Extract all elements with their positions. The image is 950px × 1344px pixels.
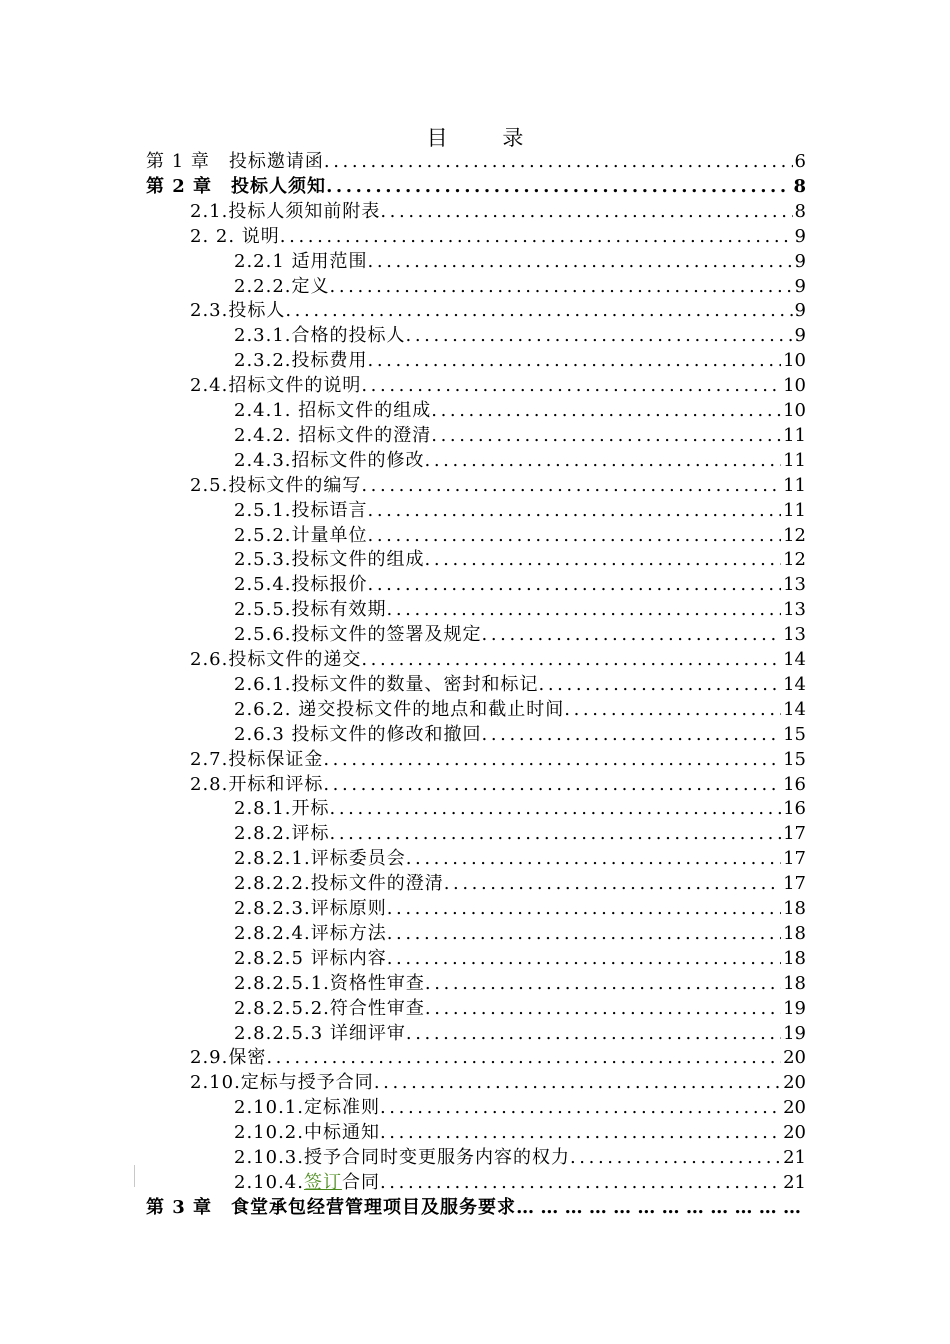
toc-page-number: 14	[783, 649, 806, 670]
toc-dot-leader	[387, 896, 781, 921]
toc-entry-chapter-3[interactable]	[146, 1195, 806, 1220]
toc-entry[interactable]	[234, 896, 806, 921]
toc-dot-leader	[361, 373, 781, 398]
toc-entry[interactable]	[190, 373, 806, 398]
toc-entry-title: 2.2.1 适用范围	[234, 250, 368, 272]
toc-entry-title: 2.8.1.开标	[234, 798, 330, 820]
toc-entry-title: 2.6.投标文件的递交	[190, 649, 362, 670]
toc-entry[interactable]	[234, 796, 806, 821]
toc-entry[interactable]	[234, 348, 806, 373]
toc-page-number: 21	[783, 1147, 806, 1168]
toc-entry-title: 2.9.保密	[190, 1047, 267, 1069]
toc-entry[interactable]	[234, 547, 806, 572]
toc-entry-title: 2.4.招标文件的说明	[190, 375, 362, 397]
toc-page-number: 19	[783, 1022, 806, 1044]
toc-dot-leader	[330, 274, 793, 299]
toc-dot-leader	[323, 772, 781, 797]
toc-page-number: 14	[783, 698, 806, 720]
toc-entry-title: 2.6.1.投标文件的数量、密封和标记	[234, 673, 539, 695]
toc-page-number: 20	[783, 1072, 806, 1094]
toc-page-number: 12	[783, 549, 806, 571]
toc-page-number: 20	[783, 1122, 806, 1144]
toc-entry-title: 2.6.3 投标文件的修改和撤回	[234, 723, 482, 745]
toc-dot-leader	[406, 323, 793, 348]
toc-page-number: 18	[783, 898, 806, 919]
toc-entry[interactable]	[190, 473, 806, 498]
toc-entry-title: 2.10.定标与授予合同	[190, 1072, 374, 1094]
toc-page-number: 21	[783, 1171, 806, 1193]
toc-entry[interactable]	[234, 274, 806, 299]
toc-dot-leader	[387, 946, 781, 971]
toc-page-number: 9	[794, 325, 806, 347]
toc-entry[interactable]	[234, 323, 806, 348]
toc-page-number: 12	[783, 524, 806, 546]
toc-page-number: 9	[794, 225, 806, 247]
toc-entry-title: 2.5.5.投标有效期	[234, 599, 387, 621]
toc-page-number: 13	[783, 624, 806, 646]
toc-entry-title: 2.10.1.定标准则	[234, 1097, 380, 1119]
toc-entry-title: 2.7.投标保证金	[190, 748, 324, 770]
toc-entry[interactable]	[234, 572, 806, 597]
toc-entry-title-suffix: 合同	[341, 1171, 380, 1193]
toc-dot-leader	[285, 298, 792, 323]
toc-dot-leader	[330, 821, 782, 846]
toc-dot-leader	[431, 423, 781, 448]
toc-page-number: 11	[783, 424, 806, 446]
toc-entry-title: 2.8.开标和评标	[190, 773, 324, 795]
toc-entry-title: 第 1 章 投标邀请函	[146, 151, 324, 172]
toc-entry[interactable]	[146, 149, 806, 174]
toc-dot-leader	[425, 547, 782, 572]
toc-entry[interactable]	[234, 1170, 806, 1195]
toc-entry[interactable]	[234, 722, 806, 747]
toc-page-number: 16	[783, 798, 806, 820]
toc-page-number: 9	[794, 275, 806, 297]
toc-entry[interactable]	[234, 1145, 806, 1170]
toc-page-number: 9	[794, 300, 806, 322]
toc-entry-title: 2.1.投标人须知前附表	[190, 200, 381, 222]
toc-dot-leader	[482, 622, 782, 647]
toc-entry[interactable]	[190, 772, 806, 797]
toc-page-number: 18	[783, 922, 806, 944]
toc-page-number: 20	[783, 1047, 806, 1069]
toc-entry[interactable]	[190, 224, 806, 249]
toc-entry[interactable]	[234, 821, 806, 846]
toc-entry-title: 2.5.1.投标语言	[234, 499, 368, 521]
toc-entry-title: 2.10.2.中标通知	[234, 1122, 380, 1144]
toc-entry-title: 第 3 章 食堂承包经营管理项目及服务要求	[146, 1197, 517, 1219]
toc-dot-leader	[425, 996, 781, 1021]
toc-entry[interactable]	[234, 1021, 806, 1046]
toc-dot-leader	[425, 971, 781, 996]
toc-entry[interactable]	[234, 597, 806, 622]
toc-dot-leader	[361, 647, 781, 672]
toc-page-number: 15	[783, 723, 806, 745]
toc-entry[interactable]	[190, 1070, 806, 1095]
toc-page-number: 6	[794, 151, 806, 172]
toc-entry-title: 2.8.2.3.评标原则	[234, 898, 387, 919]
toc-page-number: 17	[783, 873, 806, 895]
toc-entry[interactable]	[190, 199, 806, 224]
toc-entry[interactable]	[234, 921, 806, 946]
toc-entry-title: 2.6.2. 递交投标文件的地点和截止时间	[234, 698, 565, 720]
toc-entry-title: 2.3.投标人	[190, 300, 286, 322]
toc-dot-leader	[323, 747, 781, 772]
toc-dot-leader	[406, 1021, 781, 1046]
toc-entry-title: 2.4.1. 招标文件的组成	[234, 400, 432, 421]
toc-entry[interactable]	[234, 846, 806, 871]
toc-entry-title-prefix: 2.10.4.	[234, 1171, 304, 1193]
toc-dot-leader	[368, 498, 782, 523]
toc-page-number: 17	[783, 823, 806, 845]
toc-entry[interactable]	[234, 672, 806, 697]
toc-entry-title: 2.5.投标文件的编写	[190, 474, 362, 496]
toc-entry-title: 2.8.2.4.评标方法	[234, 922, 387, 944]
toc-dot-leader	[380, 1120, 781, 1145]
toc-page-number: 10	[783, 350, 806, 372]
toc-dot-leader	[326, 174, 791, 199]
toc-page-number: 14	[783, 673, 806, 695]
toc-entry[interactable]	[234, 398, 806, 423]
toc-dot-leader	[324, 149, 793, 174]
toc-entry[interactable]	[190, 647, 806, 672]
toc-entry-title: 2.8.2.评标	[234, 823, 330, 845]
toc-entry-title: 2.8.2.5.1.资格性审查	[234, 972, 425, 994]
toc-entry[interactable]	[234, 871, 806, 896]
toc-entry-title: 2.8.2.5.3 详细评审	[234, 1022, 406, 1044]
toc-entry-title: 2.8.2.2.投标文件的澄清	[234, 873, 444, 895]
toc-entry-title: 2.5.6.投标文件的签署及规定	[234, 624, 482, 646]
toc-page-number: 13	[783, 599, 806, 621]
toc-entry-title: 2.2.2.定义	[234, 275, 330, 297]
toc-dot-leader	[266, 1045, 781, 1070]
toc-entry-title-highlight: 签订	[303, 1171, 342, 1193]
toc-dot-leader	[444, 871, 781, 896]
toc-entry-title: 2.8.2.1.评标委员会	[234, 848, 406, 870]
toc-entry[interactable]	[234, 971, 806, 996]
toc-page-number: 9	[794, 250, 806, 272]
toc-dot-leader	[431, 398, 781, 423]
toc-dot-leader	[425, 448, 782, 473]
toc-page-number: 17	[783, 848, 806, 870]
toc-entry-title: 2.8.2.5.2.符合性审查	[234, 997, 425, 1019]
toc-page-number: 10	[783, 375, 806, 397]
toc-dot-leader	[368, 348, 782, 373]
toc-dot-leader	[406, 846, 781, 871]
toc-entry-title: 2.4.2. 招标文件的澄清	[234, 424, 432, 446]
toc-entry[interactable]	[234, 1095, 806, 1120]
toc-entry[interactable]	[234, 249, 806, 274]
toc-dot-leader	[387, 921, 781, 946]
toc-entry-title: 2.5.2.计量单位	[234, 524, 368, 546]
toc-dot-leader	[387, 597, 782, 622]
toc-entry-title: 2.3.2.投标费用	[234, 350, 368, 372]
toc-dot-leader	[482, 722, 782, 747]
toc-entry[interactable]	[234, 423, 806, 448]
toc-entry[interactable]	[234, 946, 806, 971]
toc-page-number: 10	[783, 400, 806, 421]
toc-entry[interactable]	[234, 448, 806, 473]
toc-dot-leader	[564, 697, 781, 722]
toc-dot-leader	[516, 1195, 806, 1220]
toc-page-number: 15	[783, 748, 806, 770]
toc-dot-leader	[380, 199, 792, 224]
toc-dot-leader	[380, 1170, 781, 1195]
toc-page-number: 11	[783, 474, 806, 496]
toc-dot-leader	[361, 473, 781, 498]
toc-entry[interactable]	[146, 174, 806, 199]
toc-page-number: 16	[783, 773, 806, 795]
toc-page-number: 13	[783, 574, 806, 596]
toc-page-number: 11	[783, 499, 806, 521]
toc-entry-title: 2.3.1.合格的投标人	[234, 325, 406, 347]
toc-page-number: 19	[783, 997, 806, 1019]
toc-page-number: 18	[783, 972, 806, 994]
toc-entry[interactable]	[190, 747, 806, 772]
toc-entry[interactable]	[234, 622, 806, 647]
toc-dot-leader	[368, 523, 782, 548]
toc-entry-title: 2.10.3.授予合同时变更服务内容的权力	[234, 1147, 570, 1168]
toc-entry-title	[234, 1170, 380, 1195]
margin-mark	[134, 1165, 135, 1187]
toc-entry[interactable]	[234, 1120, 806, 1145]
toc-dot-leader	[368, 572, 782, 597]
toc-page-number: 18	[783, 947, 806, 969]
toc-entry-title: 2. 2. 说明	[190, 225, 280, 247]
toc-entry-title: 2.5.4.投标报价	[234, 574, 368, 596]
toc-dot-leader	[539, 672, 782, 697]
toc-entry-title: 第 2 章 投标人须知	[146, 175, 327, 197]
toc-entry[interactable]	[234, 697, 806, 722]
toc-dot-leader	[374, 1070, 781, 1095]
toc-entry[interactable]	[190, 1045, 806, 1070]
toc-page-number: 8	[794, 200, 806, 222]
toc-entry-title: 2.5.3.投标文件的组成	[234, 549, 425, 571]
toc-dot-leader	[570, 1145, 781, 1170]
toc-entry[interactable]	[190, 298, 806, 323]
toc-dot-leader	[368, 249, 793, 274]
toc-page-number: 8	[793, 175, 806, 197]
toc-title: 目 录	[426, 126, 548, 150]
toc-entry[interactable]	[234, 996, 806, 1021]
toc-entry-title: 2.4.3.招标文件的修改	[234, 449, 425, 471]
toc-dot-leader	[330, 796, 782, 821]
toc-page-number: 11	[783, 449, 806, 471]
toc-entry[interactable]	[234, 498, 806, 523]
toc-dot-leader	[380, 1095, 781, 1120]
toc-entry-title: 2.8.2.5 评标内容	[234, 947, 387, 969]
toc-page-number: 20	[783, 1097, 806, 1119]
toc-dot-leader	[280, 224, 793, 249]
toc-entry[interactable]	[234, 523, 806, 548]
